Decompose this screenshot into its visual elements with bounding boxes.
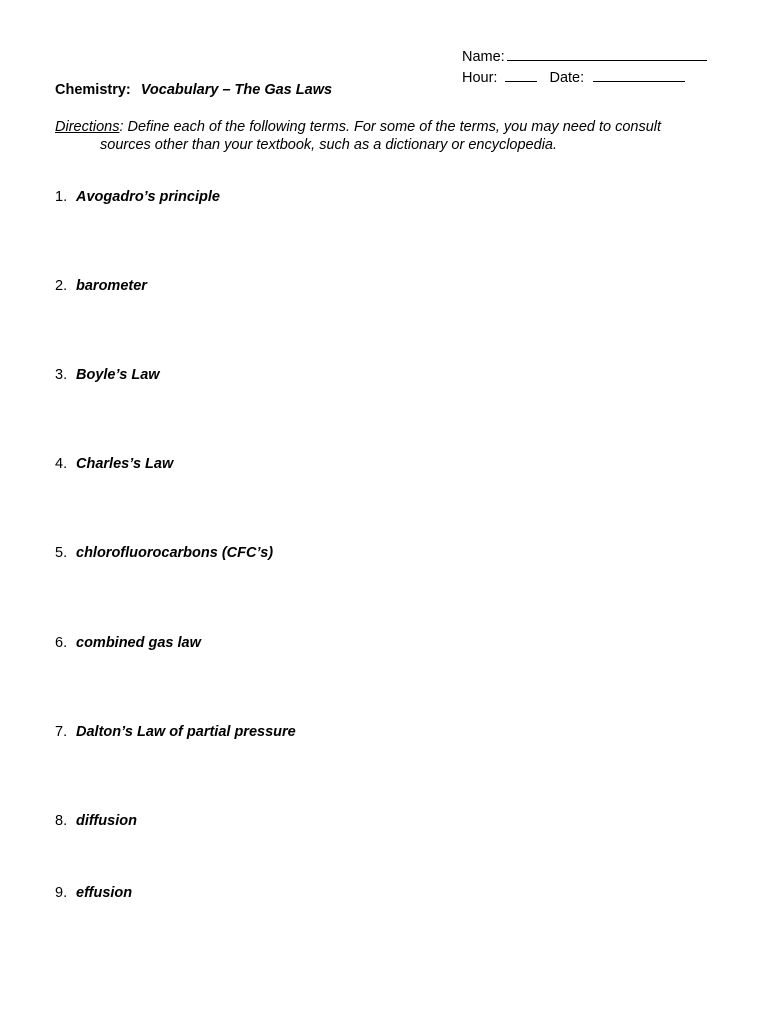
directions-text-1: : Define each of the following terms. For some of the terms, you may need to consult: [119, 119, 662, 135]
directions-label: Directions: [55, 119, 120, 135]
page-title: [55, 82, 332, 98]
term-number: 9.: [55, 885, 68, 901]
name-blank[interactable]: [507, 46, 707, 61]
term-word: combined gas law: [76, 635, 201, 651]
hour-blank[interactable]: [505, 67, 537, 82]
term-item: [55, 278, 147, 294]
term-number: 4.: [55, 456, 68, 472]
term-number: 6.: [55, 635, 68, 651]
term-number: 5.: [55, 545, 68, 561]
student-info-header: [462, 46, 707, 88]
term-number: 1.: [55, 189, 68, 205]
date-label: Date:: [549, 70, 585, 86]
term-item: [55, 456, 173, 472]
term-number: 3.: [55, 367, 68, 383]
directions-line-2: sources other than your textbook, such as a dictionary or encyclopedia.: [100, 137, 558, 153]
term-number: 7.: [55, 724, 68, 740]
term-word: effusion: [76, 885, 133, 901]
term-word: Avogadro’s principle: [76, 189, 220, 205]
term-item: [55, 367, 160, 383]
term-item: [55, 885, 132, 901]
term-number: 2.: [55, 278, 68, 294]
term-item: [55, 724, 296, 740]
directions: [55, 118, 715, 154]
term-item: [55, 189, 220, 205]
name-label: Name:: [462, 49, 505, 65]
hour-date-line: [462, 67, 707, 88]
term-word: barometer: [76, 278, 147, 294]
term-word: Dalton’s Law of partial pressure: [76, 724, 296, 740]
hour-label: Hour:: [462, 70, 498, 86]
term-number: 8.: [55, 813, 68, 829]
title-topic: Vocabulary – The Gas Laws: [140, 82, 333, 98]
term-item: [55, 635, 201, 651]
term-item: [55, 545, 273, 561]
term-word: diffusion: [76, 813, 137, 829]
term-word: chlorofluorocarbons (CFC’s): [76, 545, 274, 561]
title-subject: Chemistry:: [55, 82, 131, 98]
name-line: [462, 46, 707, 67]
term-word: Boyle’s Law: [76, 367, 160, 383]
term-item: [55, 813, 137, 829]
date-blank[interactable]: [593, 67, 685, 82]
term-word: Charles’s Law: [76, 456, 174, 472]
directions-line-1: [55, 118, 715, 136]
